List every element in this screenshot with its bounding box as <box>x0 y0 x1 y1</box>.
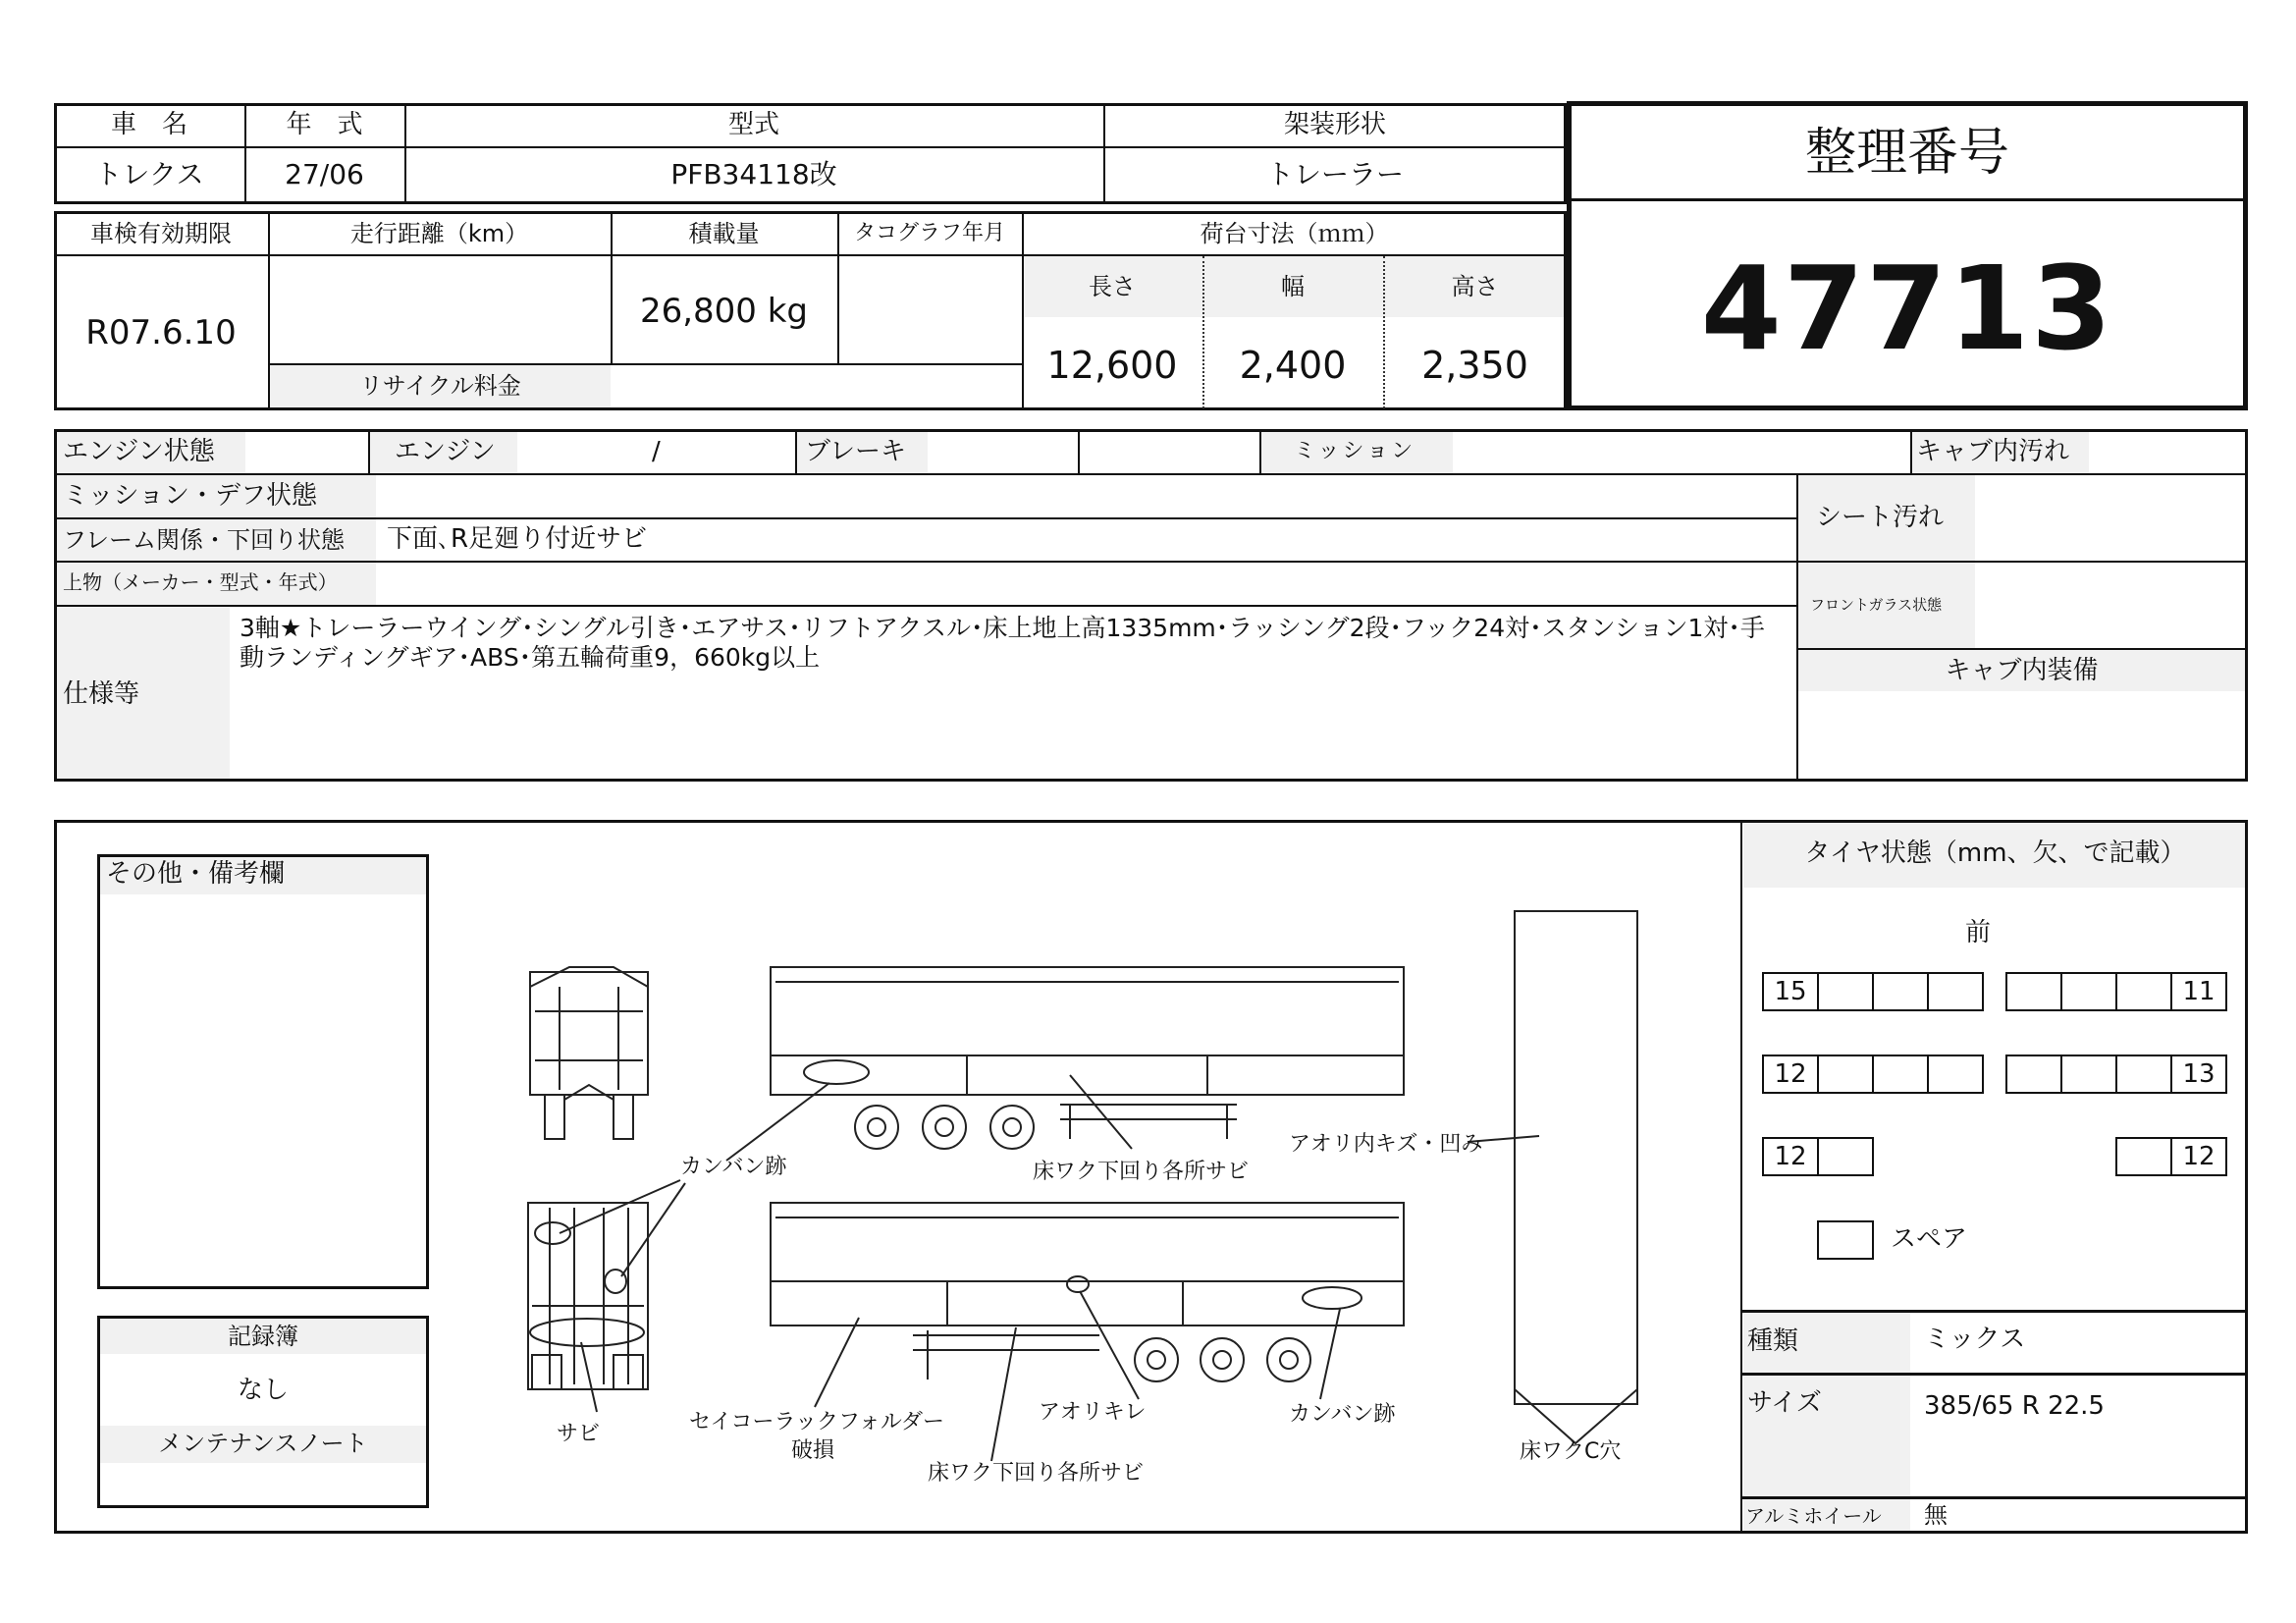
wheel-label: アルミホイール <box>1745 1504 1882 1528</box>
tire-title: タイヤ状態（mm、欠、で記載） <box>1804 839 2186 868</box>
tire-r2-left: 12 <box>1762 1055 1819 1094</box>
tire-r3-right: 12 <box>2170 1137 2227 1176</box>
car-name-value: トレクス <box>94 158 204 190</box>
tire-r1-left-2 <box>1817 972 1874 1011</box>
tire-r2-right-3 <box>2115 1055 2172 1094</box>
tire-type-value: ミックス <box>1924 1325 2026 1354</box>
label-seiko-rack-2: 破損 <box>791 1438 835 1463</box>
engine-label: エンジン <box>395 437 496 466</box>
spec-line-1: 3軸★トレーラーウイング･シングル引き･エアサス･リフトアクスル･床上地上高1335mm･ラッシング2段･フック24対･スタンション1対･手 <box>240 614 1765 642</box>
brake-label: ブレーキ <box>805 437 906 466</box>
cargo-dim-label: 荷台寸法（ｍｍ） <box>1200 220 1389 247</box>
tire-r1-right-2 <box>2060 972 2117 1011</box>
tire-r1-left-4 <box>1927 972 1984 1011</box>
frame-label: フレーム関係・下回り状態 <box>63 526 346 554</box>
rear-view-top <box>530 967 648 1139</box>
inspection-label: 車検有効期限 <box>90 220 232 247</box>
mission-label: ミッション <box>1294 439 1416 463</box>
engine-slash: / <box>652 437 661 466</box>
tire-r3-left: 12 <box>1762 1137 1819 1176</box>
capacity-label: 積載量 <box>688 220 760 247</box>
tire-r2-right-2 <box>2060 1055 2117 1094</box>
mission-diff-label: ミッション・デフ状態 <box>63 481 317 511</box>
spare-box <box>1817 1220 1874 1260</box>
year-value: 27/06 <box>285 158 364 190</box>
tire-r1-left-3 <box>1872 972 1929 1011</box>
label-floor-rust-1: 床ワク下回り各所サビ <box>1033 1160 1250 1184</box>
spec-label: 仕様等 <box>63 679 140 709</box>
frame-value: 下面､R足廻り付近サビ <box>387 524 648 554</box>
recycle-label: リサイクル料金 <box>359 372 521 400</box>
side-view-bottom <box>771 1203 1404 1381</box>
capacity-value: 26,800 kg <box>639 292 809 331</box>
maintenance-note-label: メンテナンスノート <box>158 1430 368 1457</box>
tire-r1-left: 15 <box>1762 972 1819 1011</box>
record-label: 記録簿 <box>228 1323 298 1350</box>
body-type-value: トレーラー <box>1265 158 1404 190</box>
engine-state-label: エンジン状態 <box>63 437 215 466</box>
tire-type-label: 種類 <box>1747 1326 1799 1356</box>
upper-label: 上物（メーカー・型式・年式） <box>63 570 338 594</box>
cab-dirt-label: キャブ内汚れ <box>1916 437 2070 466</box>
tire-size-label: サイズ <box>1747 1388 1822 1418</box>
serial-value: 47713 <box>1700 241 2114 376</box>
label-floor-rust-2: 床ワク下回り各所サビ <box>928 1461 1145 1486</box>
label-kanban-2: カンバン跡 <box>1289 1402 1396 1427</box>
model-value: PFB34118改 <box>670 158 837 190</box>
height-label: 高さ <box>1451 273 1499 300</box>
tacho-label: タコグラフ年月 <box>853 221 1005 245</box>
tire-size-value: 385/65 R 22.5 <box>1924 1391 2105 1421</box>
tire-r1-right-1 <box>2005 972 2062 1011</box>
length-label: 長さ <box>1089 273 1136 300</box>
tire-r2-right-1 <box>2005 1055 2062 1094</box>
label-aori-tear: アオリキレ <box>1039 1400 1147 1425</box>
tire-r2-right: 13 <box>2170 1055 2227 1094</box>
year-label: 年 式 <box>286 110 363 139</box>
front-label: 前 <box>1964 918 1991 947</box>
notes-box <box>97 854 429 1289</box>
length-value: 12,600 <box>1046 344 1178 387</box>
label-aori-scratch: アオリ内キズ・凹み <box>1289 1132 1483 1157</box>
serial-label: 整理番号 <box>1804 124 2009 183</box>
tire-r2-left-2 <box>1817 1055 1874 1094</box>
cab-equip-label: キャブ内装備 <box>1945 656 2099 685</box>
label-seiko-rack-1: セイコーラックフォルダー <box>689 1410 945 1434</box>
spare-label: スペア <box>1891 1224 1968 1254</box>
floor-top-view <box>1515 911 1637 1443</box>
width-value: 2,400 <box>1239 344 1347 387</box>
label-kanban-1: カンバン跡 <box>680 1155 787 1179</box>
tire-r1-right: 11 <box>2170 972 2227 1011</box>
windshield-label: フロントガラス状態 <box>1810 596 1943 614</box>
car-name-label: 車 名 <box>110 110 187 139</box>
spec-line-2: 動ランディングギア･ABS･第五輪荷重9，660kg以上 <box>240 643 821 672</box>
rear-view-bottom <box>528 1203 648 1389</box>
record-value: なし <box>237 1376 289 1405</box>
seat-dirt-label: シート汚れ <box>1816 503 1945 532</box>
model-label: 型式 <box>727 110 779 139</box>
tire-r3-left-2 <box>1817 1137 1874 1176</box>
height-value: 2,350 <box>1421 344 1528 387</box>
mileage-label: 走行距離（km） <box>349 220 529 247</box>
tire-r2-left-3 <box>1872 1055 1929 1094</box>
notes-label: その他・備考欄 <box>106 859 286 889</box>
tire-r2-left-4 <box>1927 1055 1984 1094</box>
label-rust: サビ <box>557 1422 601 1446</box>
label-floor-hole: 床ワクC穴 <box>1520 1439 1622 1464</box>
wheel-value: 無 <box>1924 1501 1948 1529</box>
tire-r3-right-1 <box>2115 1137 2172 1176</box>
side-view-top <box>771 967 1404 1149</box>
width-label: 幅 <box>1281 273 1305 300</box>
body-type-label: 架装形状 <box>1283 110 1386 139</box>
inspection-value: R07.6.10 <box>85 313 237 352</box>
tire-r1-right-3 <box>2115 972 2172 1011</box>
